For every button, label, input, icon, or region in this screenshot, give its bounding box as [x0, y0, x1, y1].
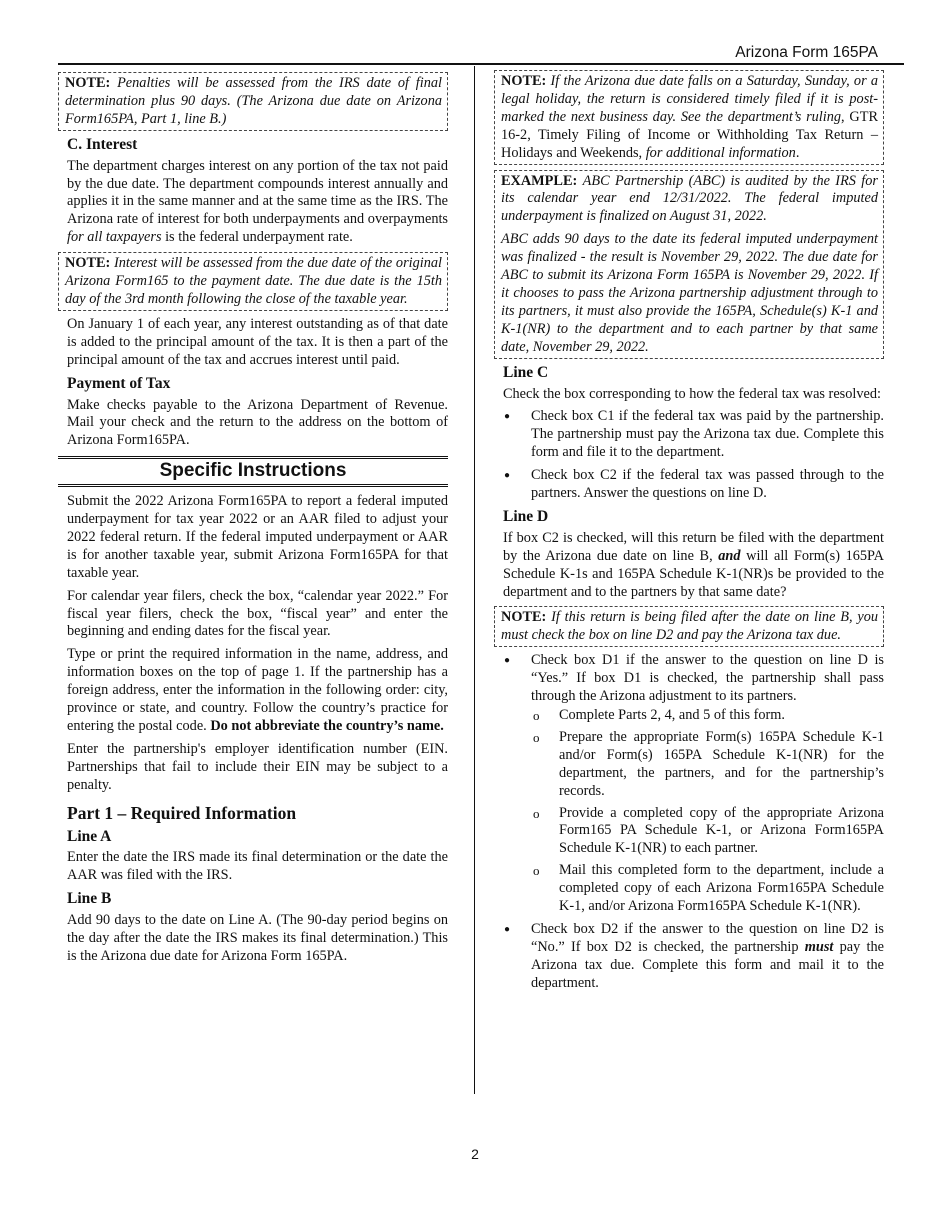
specific-paragraph-2: For calendar year filers, check the box, “calendar year 2022.” For fiscal year filers, check the box, “fiscal year” and enter the beginning and ending dates for the fiscal year. [67, 587, 448, 640]
part1-heading: Part 1 – Required Information [67, 802, 297, 823]
page-number: 2 [471, 1146, 479, 1162]
line-a-paragraph: Enter the date the IRS made its final determination or the date the AAR was filed with the IRS. [67, 849, 448, 884]
specific-paragraph-3 [67, 646, 448, 736]
d1-text: Check box D1 if the answer to the question on line D is “Yes.” If box D1 is checked, the partnership shall pass through the Arizona adjustment to its partners. [531, 652, 884, 705]
example-paragraph-2 [501, 231, 878, 356]
note-line-d2 [494, 606, 884, 647]
line-d-heading: Line D [503, 507, 549, 525]
payment-heading: Payment of Tax [67, 374, 171, 392]
sub-list-item: o Mail this completed form to the department, include a completed copy of each Arizona Form165PA Schedule K-1, and/or Arizona Form165PA Schedule K-1(NR). [531, 862, 884, 916]
note-period: . [795, 144, 800, 161]
note-info-text: for additional information [645, 144, 796, 161]
right-column [503, 70, 884, 998]
interest-text-italic: for all taxpayers [67, 229, 162, 246]
note-due-date [494, 70, 884, 165]
note-text: Interest will be assessed from the due date of the original Arizona Form165 to the payment date. The due date is the 15th day of the 3rd month following the close of the taxable year. [65, 255, 442, 307]
interest-heading: C. Interest [67, 135, 138, 153]
header-rule [58, 63, 904, 65]
list-item: ● Check box C1 if the federal tax was paid by the partnership. The partnership must pay the Arizona tax due. Complete this form and file it to the department. [503, 408, 884, 462]
january-paragraph: On January 1 of each year, any interest outstanding as of that date is added to the principal amount of the tax. It is then a part of the principal amount of the tax and accrues interest until paid. [67, 315, 448, 368]
specific-instructions-heading: Specific Instructions [58, 456, 448, 487]
interest-paragraph [67, 158, 448, 248]
payment-paragraph: Make checks payable to the Arizona Department of Revenue. Mail your check and the return to the address on the bottom of Arizona Form165PA. [67, 396, 448, 449]
line-c-paragraph: Check the box corresponding to how the federal tax was resolved: [503, 385, 881, 402]
specific-paragraph-1: Submit the 2022 Arizona Form165PA to report a federal imputed underpayment for tax year 2022 or an AAR filed to adjust your 2022 federal return. If the federal imputed underpayment or AAR is for another taxable year, submit Arizona Form165PA for that taxable year. [67, 493, 448, 581]
line-c-heading: Line C [503, 363, 549, 381]
d1-sublist [531, 707, 884, 916]
example-text-2: ABC adds 90 days to the date its federal imputed underpayment was finalized - the result is November 29, 2022. The due date for ABC to submit its Arizona Form 165PA is November 29, 2022. If it chooses to pass the Arizona partnership adjustment through to its partners, it must also provide the 165PA, Schedule(s) K-1 and K-1(NR) to the department and to each partner by that same date, November 29, 2022. [501, 231, 878, 355]
left-column [67, 70, 448, 971]
sub-list-item: o Complete Parts 2, 4, and 5 of this form. [531, 707, 884, 725]
line-d-paragraph [503, 530, 884, 602]
example-text-1: ABC Partnership (ABC) is audited by the IRS for its calendar year end 12/31/2022. The federal imputed underpayment is finalized on August 31, 2022. [501, 172, 878, 225]
note-label: NOTE: [65, 75, 111, 91]
line-b-paragraph: Add 90 days to the date on Line A. (The 90-day period begins on the day after the date the IRS makes its final determination.) This is the Arizona due date for Arizona Form 165PA. [67, 912, 448, 964]
line-d-text-a: If box C2 is checked, will this return be filed with the department by the Arizona due date on line B, [503, 529, 884, 564]
line-b-heading: Line B [67, 890, 112, 908]
list-item: ● Check box C2 if the federal tax was passed through to the partners. Answer the questions on line D. [503, 467, 884, 503]
sub-list-item: o Prepare the appropriate Form(s) 165PA Schedule K-1 and/or Form(s) 165PA Schedule K-1(NR) for the department, the partners, and for the partnership’s records. [531, 729, 884, 801]
example-label: EXAMPLE: [501, 172, 578, 189]
note-interest [58, 252, 448, 311]
note-text: If this return is being filed after the date on line B, you must check the box on line D2 and pay the Arizona tax due. [501, 609, 878, 644]
d2-text-a: Check box D2 if the answer to the question on line D2 is “No.” If box D2 is checked, the partnership [531, 920, 884, 955]
interest-text-a: The department charges interest on any portion of the tax not paid by the due date. The department compounds interest annually and applies it in the same manner and at the same time as the IRS. The Arizona rate of interest for both underpayments and overpayments [67, 157, 448, 228]
example-paragraph-1 [501, 173, 878, 227]
form-title: Arizona Form 165PA [735, 44, 878, 61]
d2-text-b: pay the Arizona tax due. Complete this form and mail it to the department. [531, 938, 884, 991]
specific-paragraph-4: Enter the partnership's employer identification number (EIN. Partnerships that fail to include their EIN may be subject to a penalty. [67, 740, 448, 793]
note-penalties [58, 72, 448, 131]
note-label: NOTE: [65, 255, 111, 272]
column-divider [474, 66, 475, 1094]
address-text: Type or print the required information in the name, address, and information boxes on the top of page 1. If the partnership has a foreign address, enter the information in the following order: city, province or state, and country. Follow the country’s practice for entering the postal code. [67, 646, 448, 734]
note-ruling-text: ruling [806, 108, 842, 125]
interest-text-b: is the federal underpayment rate. [161, 229, 353, 246]
note-text: If the Arizona due date falls on a Saturday, Sunday, or a legal holiday, the return is considered timely filed if it is post-marked the next business day. See the department’s [501, 73, 878, 125]
sub-list-item: o Provide a completed copy of the appropriate Arizona Form165 PA Schedule K-1, or Arizona Form165PA Schedule K-1(NR) to each partner. [531, 805, 884, 859]
line-c-list [503, 408, 884, 503]
line-d-text-b: will all Form(s) 165PA Schedule K-1s and 165PA Schedule K-1(NR)s be provided to the department and to the partners by that same date? [503, 547, 884, 600]
d2-must: must [804, 938, 834, 955]
list-item-d1 [503, 652, 884, 916]
note-gtr-text: , GTR 16-2, Timely Filing of Income or Withholding Tax Return – Holidays and Weekends, [501, 108, 878, 161]
note-text: Penalties will be assessed from the IRS date of final determination plus 90 days. (The Arizona due date on Arizona Form165PA, Part 1, line B.) [65, 75, 442, 127]
list-item-d2 [503, 921, 884, 993]
line-a-heading: Line A [67, 827, 112, 845]
country-bold-text: Do not abbreviate the country’s name. [210, 718, 444, 734]
note-label: NOTE: [501, 609, 547, 626]
line-d-list [503, 652, 884, 992]
note-label: NOTE: [501, 73, 547, 89]
example-box [494, 170, 884, 359]
line-d-and: and [718, 547, 741, 564]
